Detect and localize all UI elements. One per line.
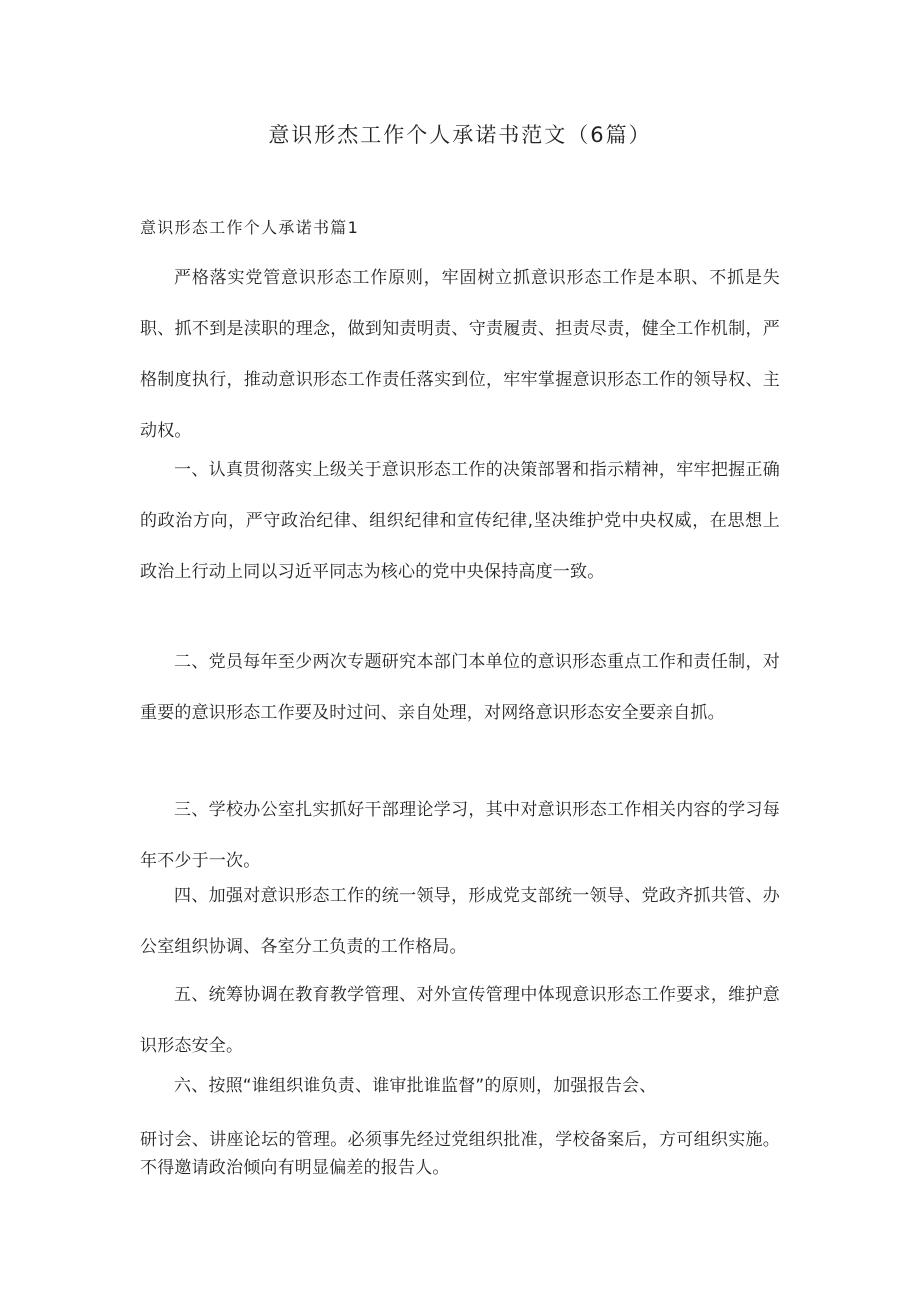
- section-heading: 意识形态工作个人承诺书篇1: [140, 218, 360, 237]
- paragraph-item-5: 五、统筹协调在教育教学管理、对外宣传管理中体现意识形态工作要求，维护意识形态安全。: [140, 985, 780, 1056]
- paragraph-item-6: 六、按照“谁组织谁负责、谁审批谁监督”的原则，加强报告会、: [174, 1076, 657, 1096]
- paragraph-item-1: 一、认真贯彻落实上级关于意识形态工作的决策部署和指示精神，牢牢把握正确的政治方向，严守政治纪律、组织纪律和宣传纪律,坚决维护党中央权威，在思想上政治上行动上同以习近平同志为核心的党中央保持高度一致。: [140, 460, 780, 582]
- paragraph-item-2: 二、党员每年至少两次专题研究本部门本单位的意识形态重点工作和责任制，对重要的意识形态工作要及时过问、亲自处理，对网络意识形态安全要亲自抓。: [140, 652, 780, 723]
- document-title: 意识形杰工作个人承诺书范文（6篇）: [268, 123, 652, 147]
- paragraph-item-4: 四、加强对意识形态工作的统一领导，形成党支部统一领导、党政齐抓共管、办公室组织协调、各室分工负责的工作格局。: [140, 886, 780, 957]
- paragraph-item-6-continued: 研讨会、讲座论坛的管理。必须事先经过党组织批准，学校备案后，方可组织实施。不得邀请政治倾向有明显偏差的报告人。: [140, 1130, 780, 1178]
- paragraph-item-3: 三、学校办公室扎实抓好干部理论学习，其中对意识形态工作相关内容的学习每年不少于一次。: [140, 800, 780, 871]
- paragraph-intro: 严格落实党管意识形态工作原则，牢固树立抓意识形态工作是本职、不抓是失职、抓不到是渎职的理念，做到知责明责、守责履责、担责尽责，健全工作机制，严格制度执行，推动意识形态工作责任落实到位，牢牢掌握意识形态工作的领导权、主动权。: [140, 268, 780, 441]
